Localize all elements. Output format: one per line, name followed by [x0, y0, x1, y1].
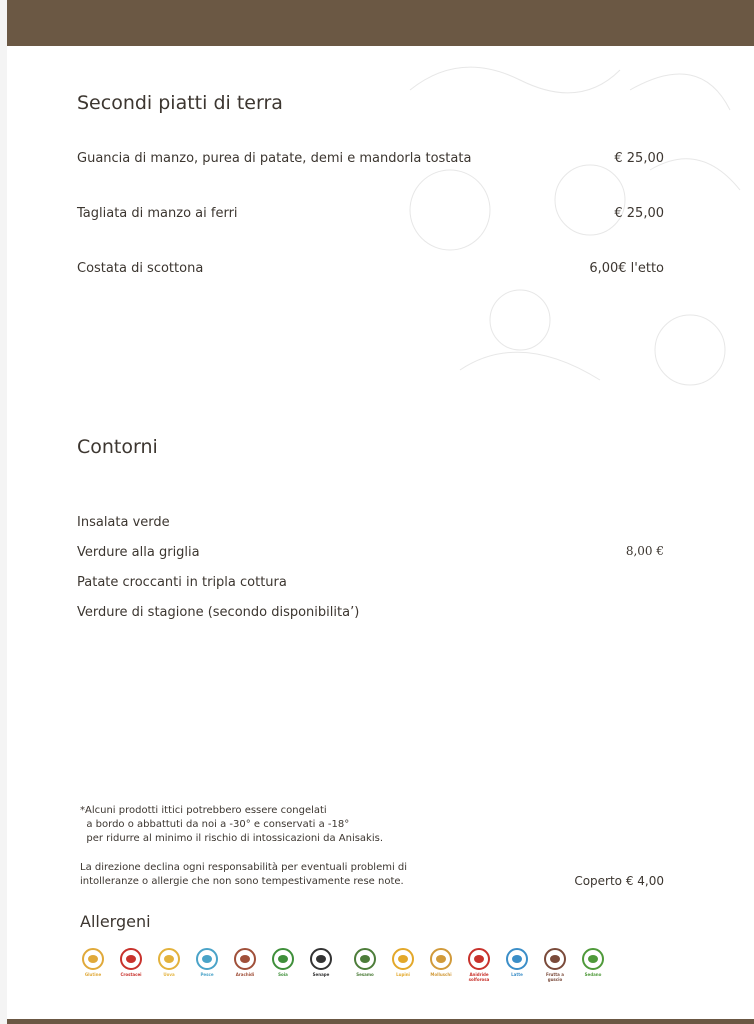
menu-item-price: € 25,00 — [614, 151, 664, 166]
allergen-sedano-icon — [582, 948, 604, 970]
allergen-list — [78, 948, 608, 982]
allergen-anidride-solforosa-icon — [468, 948, 490, 970]
allergen-arachidi-icon — [234, 948, 256, 970]
allergen-label: Sesamo — [356, 972, 374, 977]
allergen-item — [388, 948, 418, 982]
allergen-label: Arachidi — [235, 972, 255, 977]
section-title-secondi: Secondi piatti di terra — [77, 92, 283, 114]
allergen-item — [502, 948, 532, 982]
allergen-molluschi-icon — [430, 948, 452, 970]
allergen-item — [116, 948, 146, 982]
allergen-label: Latte — [511, 972, 523, 977]
menu-item-price: 6,00€ l'etto — [589, 261, 664, 276]
allergen-item — [350, 948, 380, 982]
allergen-label: Crostacei — [120, 972, 142, 977]
allergen-item — [578, 948, 608, 982]
allergen-label: Uova — [163, 972, 175, 977]
allergens-title: Allergeni — [80, 912, 151, 931]
allergen-glutine-icon — [82, 948, 104, 970]
allergen-uova-icon — [158, 948, 180, 970]
menu-item: Tagliata di manzo ai ferri — [77, 206, 238, 221]
allergen-label: Anidride solforosa — [468, 972, 490, 982]
menu-item: Patate croccanti in tripla cottura — [77, 575, 287, 590]
allergen-item — [268, 948, 298, 982]
allergen-item — [154, 948, 184, 982]
allergen-sesamo-icon — [354, 948, 376, 970]
allergen-item — [230, 948, 260, 982]
disclaimer-note: La direzione declina ogni responsabilità per eventuali problemi di intolleranze o allergie che non sono tempestivamente rese note. — [80, 862, 408, 887]
allergen-item — [192, 948, 222, 982]
allergen-frutta-a-guscio-icon — [544, 948, 566, 970]
allergen-soia-icon — [272, 948, 294, 970]
menu-item-price: 8,00 € — [625, 544, 664, 558]
allergen-label: Sedano — [584, 972, 602, 977]
coperto-price: Coperto € 4,00 — [574, 874, 664, 888]
menu-item: Verdure di stagione (secondo disponibilita’) — [77, 605, 360, 620]
allergen-label: Pesce — [200, 972, 214, 977]
header-bar — [7, 0, 754, 46]
allergen-lupini-icon — [392, 948, 414, 970]
footer-bar — [7, 1019, 754, 1024]
menu-item: Guancia di manzo, purea di patate, demi e mandorla tostata — [77, 151, 472, 166]
allergen-label: Senape — [312, 972, 330, 977]
allergen-label: Frutta a guscio — [546, 972, 564, 982]
fish-note: *Alcuni prodotti ittici potrebbero essere congelati a bordo o abbattuti da noi a -30° e conservati a -18° per ridurre al minimo il rischio di intossicazioni da Anisakis. — [80, 805, 384, 844]
allergen-senape-icon — [310, 948, 332, 970]
allergen-label: Molluschi — [430, 972, 452, 977]
allergen-item — [426, 948, 456, 982]
page-edge — [0, 0, 7, 1024]
allergen-item — [306, 948, 336, 982]
allergen-label: Soia — [278, 972, 288, 977]
menu-item-price: € 25,00 — [614, 206, 664, 221]
menu-item: Insalata verde — [77, 515, 170, 530]
seafood-illustration — [400, 50, 754, 400]
allergen-label: Lupini — [396, 972, 410, 977]
menu-item: Verdure alla griglia — [77, 545, 200, 560]
section-title-contorni: Contorni — [77, 436, 158, 458]
menu-item: Costata di scottona — [77, 261, 204, 276]
allergen-label: Glutine — [84, 972, 102, 977]
allergen-crostacei-icon — [120, 948, 142, 970]
allergen-item — [540, 948, 570, 982]
allergen-latte-icon — [506, 948, 528, 970]
allergen-pesce-icon — [196, 948, 218, 970]
allergen-item — [78, 948, 108, 982]
allergen-item — [464, 948, 494, 982]
